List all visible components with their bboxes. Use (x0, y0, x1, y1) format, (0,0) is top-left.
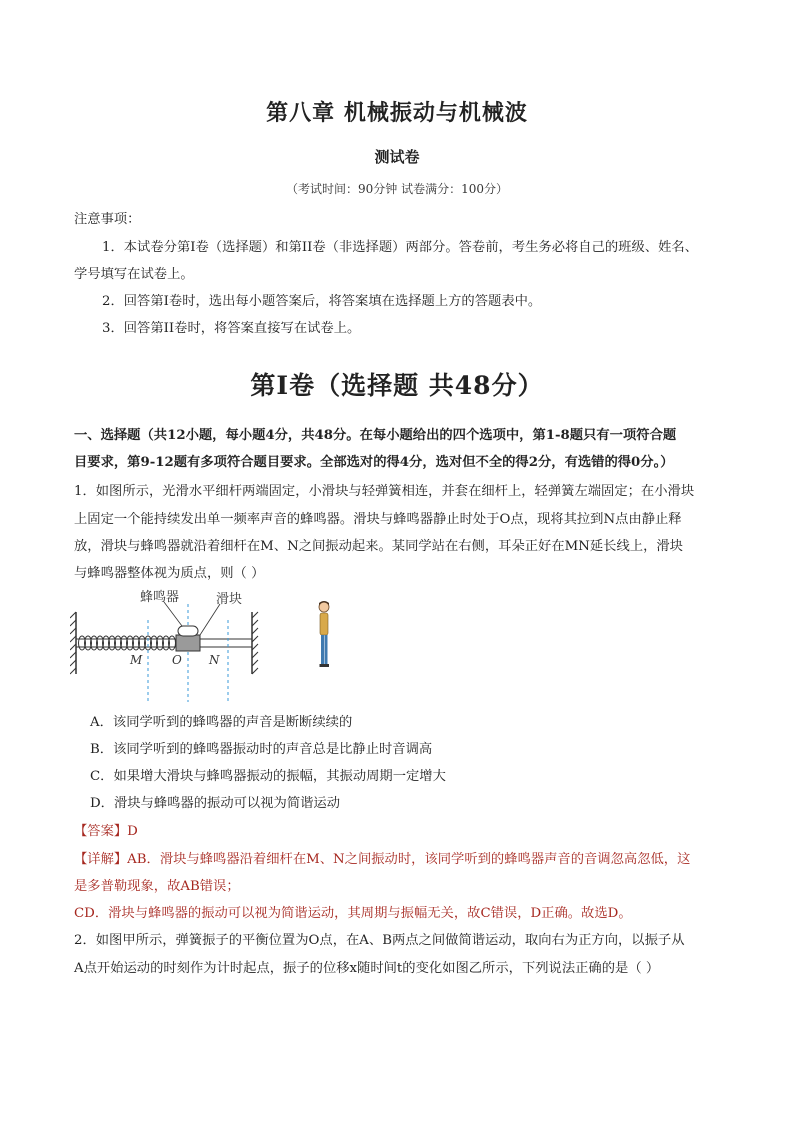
q1-explain-line1: 【详解】AB．滑块与蜂鸣器沿着细杆在M、N之间振动时，该同学听到的蜂鸣器声音的音调忽高忽低，这 (74, 852, 691, 867)
spring-icon (79, 636, 176, 650)
student-icon (312, 600, 336, 672)
label-O: O (172, 653, 182, 667)
slider-block (176, 635, 200, 651)
page-subtitle: 测试卷 (374, 148, 420, 166)
section-title: 第Ⅰ卷（选择题 共48分） (250, 371, 544, 400)
q1-option-b: B．该同学听到的蜂鸣器振动时的声音总是比静止时音调高 (90, 742, 433, 757)
q1-explain-line2: 是多普勒现象，故AB错误； (74, 879, 240, 894)
q1-explain-line3: CD．滑块与蜂鸣器的振动可以视为简谐运动，其周期与振幅无关，故C错误，D正确。故选D。 (74, 906, 632, 921)
label-M: M (130, 653, 143, 667)
q2-stem-line1: 2．如图甲所示，弹簧振子的平衡位置为O点，在A、B两点之间做简谐运动，取向右为正方向，以振子从 (74, 933, 685, 948)
q1-option-d: D．滑块与蜂鸣器的振动可以视为简谐运动 (90, 796, 341, 811)
notice-heading: 注意事项： (74, 212, 141, 227)
section-instructions-cont: 目要求，第9-12题有多项符合题目要求。全部选对的得4分，选对但不全的得2分，有选错的得0分。） (74, 455, 674, 470)
label-buzzer: 蜂鸣器 (140, 590, 180, 605)
notice-item-1: 1．本试卷分第I卷（选择题）和第II卷（非选择题）两部分。答卷前，考生务必将自己的班级、姓名、 (102, 240, 698, 255)
section-instructions: 一、选择题（共12小题，每小题4分，共48分。在每小题给出的四个选项中，第1-8题只有一项符合题 (74, 428, 677, 443)
q1-stem-line3: 放，滑块与蜂鸣器就沿着细杆在M、N之间振动起来。某同学站在右侧，耳朵正好在MN延长线上，滑块 (74, 539, 683, 554)
q1-answer: 【答案】D (74, 824, 138, 839)
exam-info: （考试时间：90分钟 试卷满分：100分） (286, 182, 508, 196)
q2-stem-line2: A点开始运动的时刻作为计时起点，振子的位移x随时间t的变化如图乙所示，下列说法正确的是（ ） (74, 961, 660, 976)
q1-option-a: A．该同学听到的蜂鸣器的声音是断断续续的 (90, 715, 353, 730)
spring-buzzer-figure (70, 584, 270, 704)
q1-stem-line1: 1．如图所示，光滑水平细杆两端固定，小滑块与轻弹簧相连，并套在细杆上，轻弹簧左端固定；在小滑块 (74, 484, 695, 499)
label-slider: 滑块 (216, 592, 243, 607)
label-N: N (209, 653, 220, 667)
q1-option-c: C．如果增大滑块与蜂鸣器振动的振幅，其振动周期一定增大 (90, 769, 446, 784)
notice-item-3: 3．回答第II卷时，将答案直接写在试卷上。 (102, 321, 361, 336)
notice-item-1-cont: 学号填写在试卷上。 (74, 267, 194, 282)
notice-item-2: 2．回答第I卷时，选出每小题答案后，将答案填在选择题上方的答题表中。 (102, 294, 542, 309)
q1-stem-line4: 与蜂鸣器整体视为质点，则（ ） (74, 566, 265, 581)
buzzer-icon (178, 626, 198, 636)
q1-stem-line2: 上固定一个能持续发出单一频率声音的蜂鸣器。滑块与蜂鸣器静止时处于O点，现将其拉到N点由静止释 (74, 512, 682, 527)
page-title: 第八章 机械振动与机械波 (266, 100, 528, 126)
